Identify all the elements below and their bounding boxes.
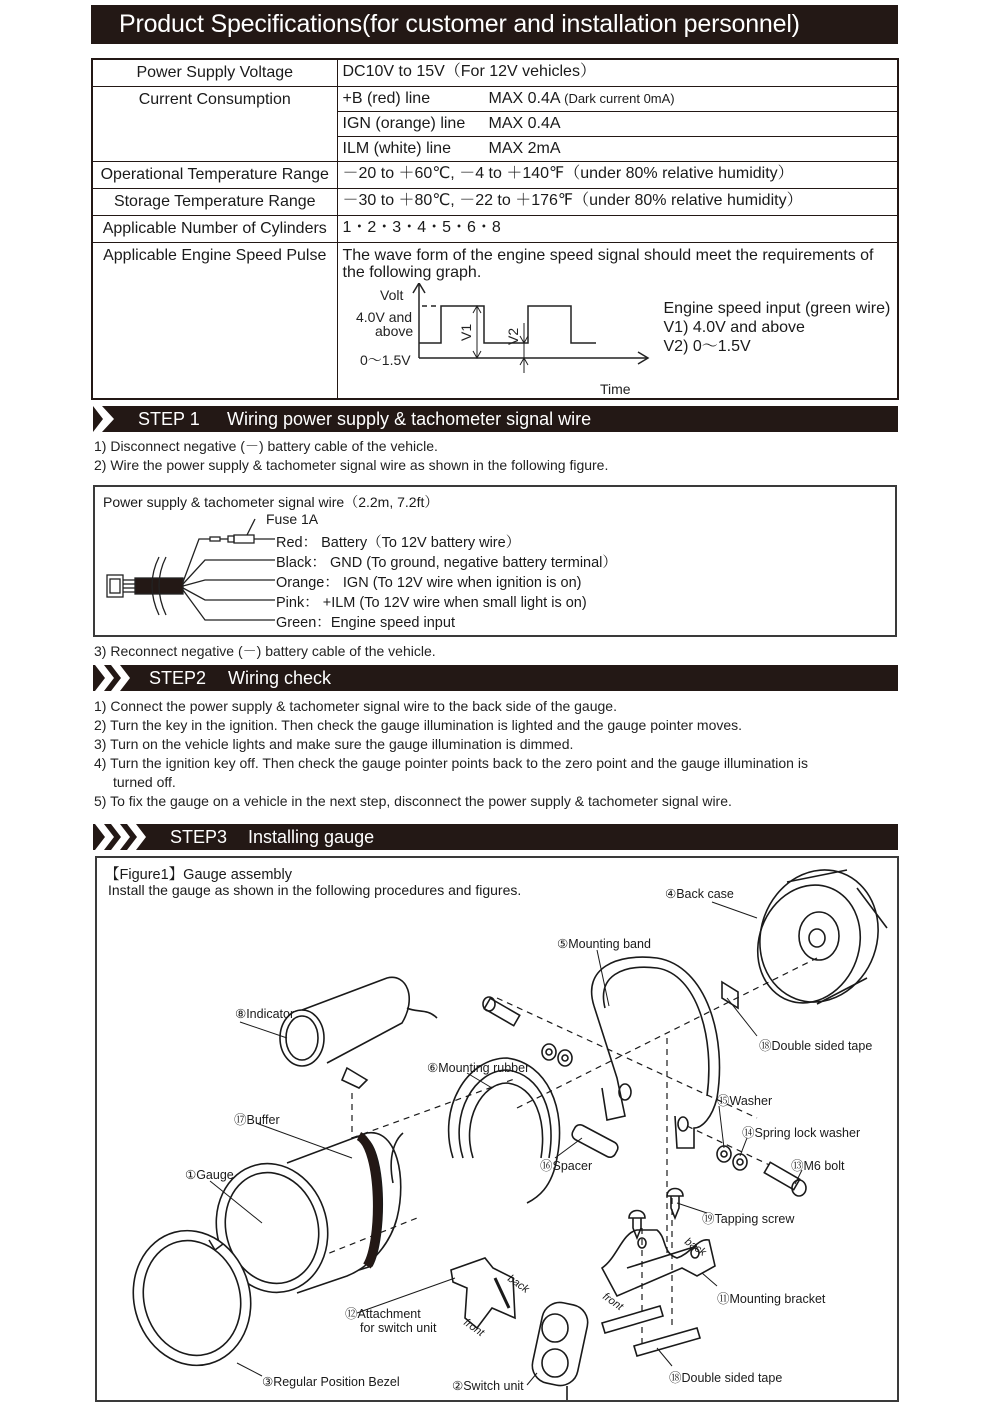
spec-value [337, 112, 898, 137]
figure-subtitle: Install the gauge as shown in the following procedures and figures. [108, 882, 522, 898]
bracket-back-text: back [682, 1235, 709, 1259]
line-name: +B (red) line [342, 90, 431, 107]
step3-title: Installing gauge [248, 827, 375, 847]
attachment-front-text: front [461, 1316, 487, 1340]
spec-row-storage-temp [92, 189, 898, 216]
spec-value [337, 87, 898, 112]
gauge-assembly-figure [95, 856, 899, 1402]
bracket-front-text: front [600, 1290, 626, 1314]
step1-header [93, 406, 898, 432]
wiring-diagram [93, 485, 897, 637]
pulse-description: The wave form of the engine speed signal should meet the requirements of the following graph. [342, 247, 874, 281]
spec-label: Operational Temperature Range [92, 162, 337, 189]
part-double-sided-tape-top: ⑱Double sided tape [759, 1039, 873, 1053]
spec-label: Current Consumption [92, 87, 337, 162]
instruction-item: 1) Disconnect negative (－) battery cable of the vehicle. [94, 438, 438, 454]
part-spring-lock-washer: ⑭Spring lock washer [742, 1126, 861, 1140]
spec-label: Applicable Number of Cylinders [92, 216, 337, 243]
part-washer: ⑮Washer [717, 1094, 773, 1108]
step3-header [93, 824, 898, 850]
step1-title: Wiring power supply & tachometer signal wire [227, 409, 592, 429]
line-max: MAX 0.4A [488, 115, 561, 132]
instruction-item: 2) Turn the key in the ignition. Then check the gauge illumination is lighted and the gauge pointer moves. [94, 717, 743, 733]
part-attachment-cont: for switch unit [360, 1321, 437, 1335]
step3-number: STEP3 [170, 827, 228, 847]
high-label-2: above [374, 323, 413, 339]
chevron-icon [93, 406, 123, 432]
figure-title: 【Figure1】Gauge assembly [105, 867, 292, 883]
spec-label: Power Supply Voltage [92, 59, 337, 87]
part-spacer: ⑯Spacer [540, 1159, 593, 1173]
low-label: 0～1.5V [359, 352, 411, 368]
part-regular-bezel: ③Regular Position Bezel [262, 1375, 400, 1389]
step2-number: STEP2 [149, 668, 207, 688]
part-double-sided-tape-bottom: ⑱Double sided tape [669, 1371, 783, 1385]
spec-row-pulse [92, 243, 898, 399]
spec-row-current-consumption [92, 87, 898, 112]
instruction-item: 1) Connect the power supply & tachometer signal wire to the back side of the gauge. [94, 698, 617, 714]
spec-value: －20 to ＋60℃, －4 to ＋140℉（under 80% relative humidity） [337, 162, 898, 189]
wire-orange [276, 571, 581, 592]
spec-row-cylinders [92, 216, 898, 243]
wire-black [276, 551, 617, 572]
wire-desc: IGN (To 12V wire when ignition is on) [342, 575, 582, 591]
v2-label: V2 [504, 327, 521, 345]
part-indicator: ⑧Indicator [235, 1007, 295, 1021]
spec-row-operational-temp [92, 162, 898, 189]
spec-table [91, 58, 899, 400]
wire-desc: +ILM (To 12V wire when small light is on) [322, 595, 587, 611]
line-note: (Dark current 0mA) [564, 91, 675, 106]
wire-red [276, 531, 520, 552]
v1-label: V1 [457, 323, 474, 341]
line-max: MAX 2mA [488, 140, 561, 157]
step1-instructions [94, 437, 608, 475]
step1-number: STEP 1 [138, 409, 200, 429]
line-name: ILM (white) line [342, 140, 451, 157]
wire-green [276, 611, 455, 632]
spec-row-power-supply [92, 59, 898, 87]
instruction-item: 5) To fix the gauge on a vehicle in the next step, disconnect the power supply & tachometer signal wire. [94, 793, 732, 809]
wire-color: Black： [276, 555, 326, 571]
fuse-label: Fuse 1A [266, 511, 319, 527]
part-mounting-rubber: ⑥Mounting rubber [427, 1061, 530, 1075]
page-title: Product Specifications(for customer and installation personnel) [91, 5, 898, 44]
part-m6-bolt: ⑬M6 bolt [791, 1159, 845, 1173]
line-max: MAX 0.4A [488, 90, 560, 107]
instruction-item: 3) Turn on the vehicle lights and make sure the gauge illumination is dimmed. [94, 736, 574, 752]
spec-value: 1・2・3・4・5・6・8 [337, 216, 898, 243]
attachment-back-text: back [505, 1272, 532, 1296]
pulse-legend [664, 299, 891, 356]
wire-color: Pink： [276, 595, 319, 611]
wire-color: Red： [276, 535, 318, 551]
high-label-1: 4.0V and [355, 309, 412, 325]
step2-instructions [94, 697, 808, 811]
step2-header [93, 665, 898, 691]
wire-harness-icon [95, 487, 295, 637]
y-axis-label: Volt [379, 287, 403, 303]
instruction-item-cont: turned off. [113, 774, 176, 790]
part-gauge: ①Gauge [185, 1168, 234, 1182]
step2-title: Wiring check [228, 668, 332, 688]
chevron-icon [93, 824, 163, 850]
wire-color: Orange： [276, 575, 339, 591]
spec-value [337, 243, 898, 399]
spec-value [337, 137, 898, 162]
wire-color: Green： [276, 615, 331, 631]
spec-label: Applicable Engine Speed Pulse [92, 243, 337, 399]
line-name: IGN (orange) line [342, 115, 466, 132]
part-attachment: ⑫Attachment [345, 1307, 421, 1321]
pulse-waveform-graph [338, 283, 658, 399]
legend-title: Engine speed input (green wire) [663, 300, 891, 317]
wire-desc: GND (To ground, negative battery terminal） [330, 555, 617, 571]
wiring-caption: Power supply & tachometer signal wire（2.2m, 7.2ft） [103, 494, 439, 510]
wire-desc: Battery（To 12V battery wire） [321, 535, 521, 551]
legend-v1: V1) 4.0V and above [663, 319, 805, 336]
wire-pink [276, 591, 587, 612]
legend-v2: V2) 0～1.5V [663, 338, 751, 355]
spec-value: －30 to ＋80℃, －22 to ＋176℉（under 80% relative humidity） [337, 189, 898, 216]
part-back-case: ④Back case [665, 887, 734, 901]
spec-value: DC10V to 15V（For 12V vehicles） [337, 59, 898, 87]
wire-desc: Engine speed input [330, 615, 455, 631]
spec-label: Storage Temperature Range [92, 189, 337, 216]
part-mounting-band: ⑤Mounting band [557, 937, 651, 951]
part-switch-unit: ②Switch unit [452, 1379, 524, 1393]
x-axis-label: Time [599, 381, 631, 397]
part-mounting-bracket: ⑪Mounting bracket [717, 1292, 826, 1306]
step1-item3: 3) Reconnect negative (－) battery cable of the vehicle. [94, 643, 436, 659]
part-tapping-screw: ⑲Tapping screw [702, 1212, 795, 1226]
part-buffer: ⑰Buffer [234, 1113, 280, 1127]
chevron-icon [93, 665, 143, 691]
instruction-item: 2) Wire the power supply & tachometer signal wire as shown in the following figure. [94, 457, 609, 473]
instruction-item: 4) Turn the ignition key off. Then check the gauge pointer points back to the zero point and the gauge illumination is [94, 755, 808, 771]
